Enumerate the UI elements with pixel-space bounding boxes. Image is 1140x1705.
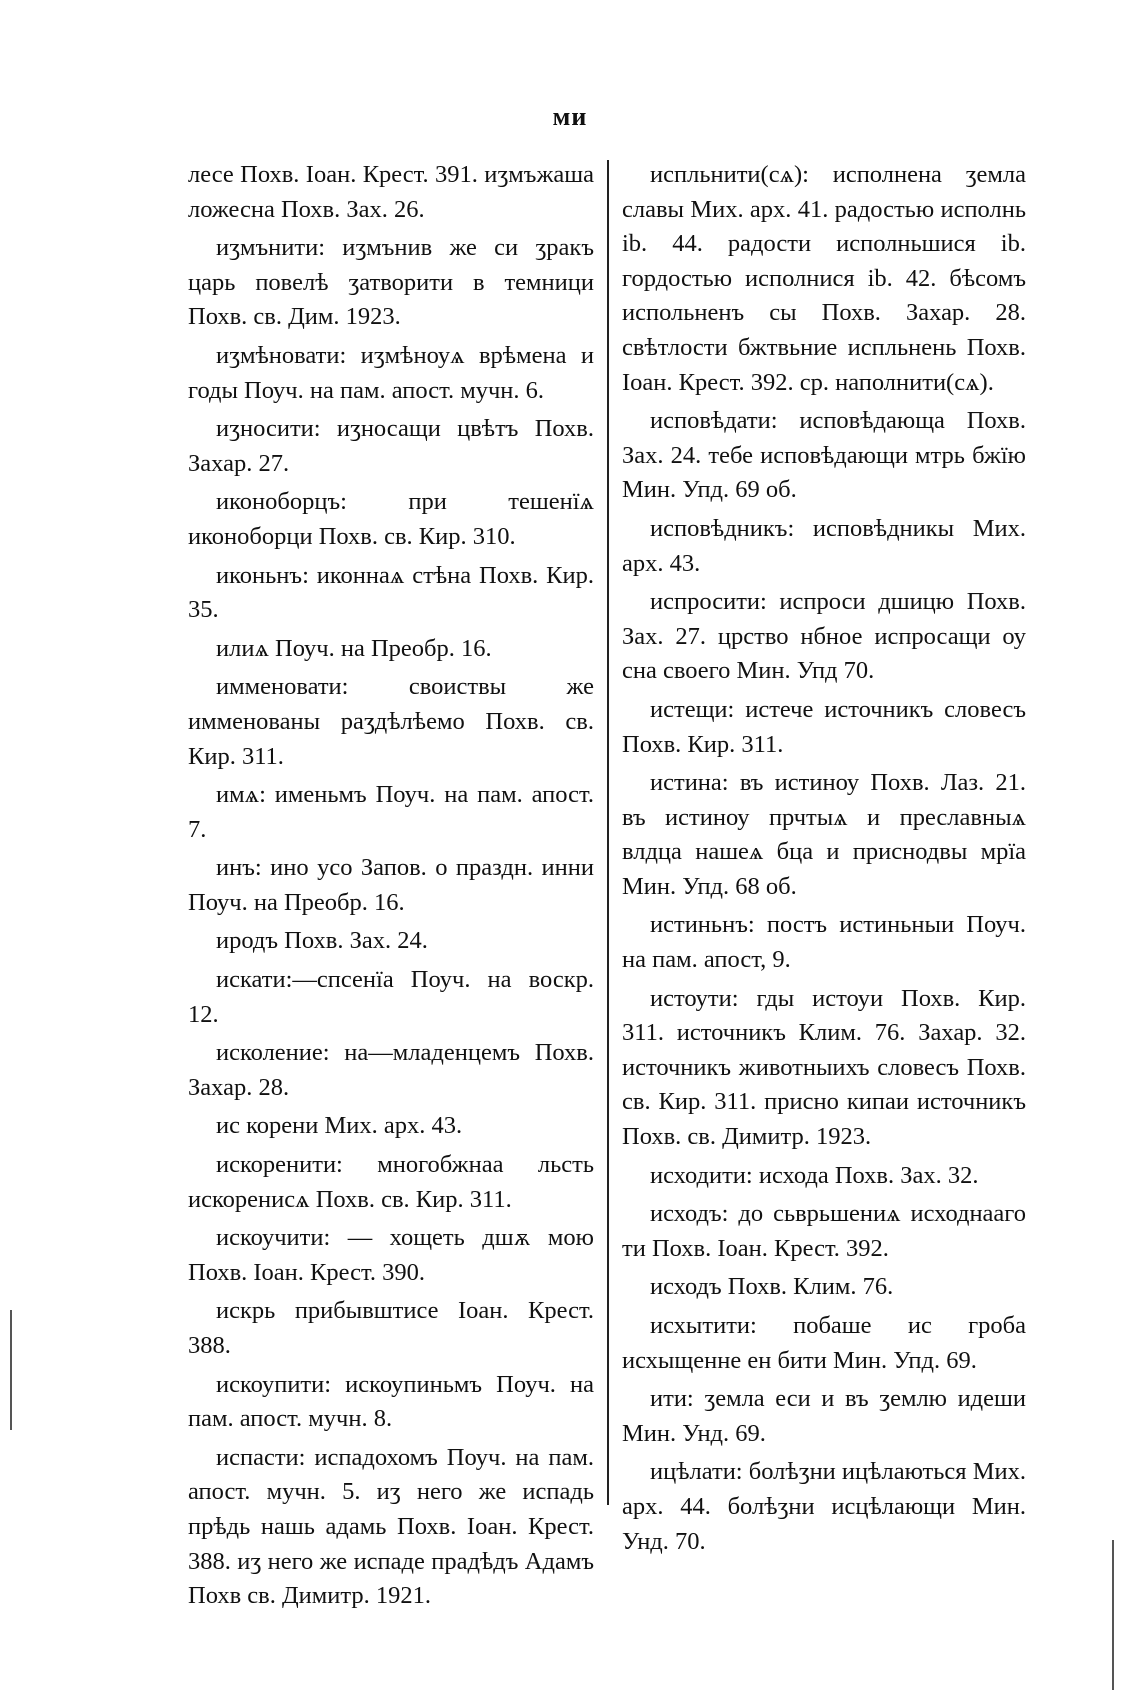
dictionary-entry: исходъ: до сьврьшениѧ исходнааго ти Похв. Іоан. Крест. 392. bbox=[622, 1200, 1026, 1262]
dictionary-entry: испасти: испадохомъ Поуч. на пам. апост. мучн. 5. иʒ него же испадь прѣдь нашь адамь Похв. Іоан. Крест. 388. иʒ него же испаде прадѣдъ Адамъ Похв св. Димитр. 1921. bbox=[188, 1443, 594, 1610]
dictionary-entry: исколение: на—младенцемъ Похв. Захар. 28. bbox=[188, 1039, 594, 1101]
dictionary-entry: исходъ Похв. Клим. 76. bbox=[650, 1273, 894, 1301]
scan-mark-left bbox=[10, 1310, 12, 1430]
dictionary-entry: ис корени Мих. арх. 43. bbox=[216, 1112, 463, 1140]
dictionary-entry: лесе Похв. Іоан. Крест. 391. иʒмъжаша ложесна Похв. Зах. 26. bbox=[188, 161, 594, 223]
dictionary-entry: истина: въ истиноу Похв. Лаз. 21. въ истиноу прчтыѧ и преславныѧ влдца нашеѧ бца и приснодвы мрїа Мин. Упд. 68 об. bbox=[622, 769, 1026, 900]
dictionary-entry: иродъ Похв. Зах. 24. bbox=[216, 927, 428, 955]
dictionary-entry: испросити: испроси дшицю Похв. Зах. 27. црство нбное испросащи оу сна своего Мин. Упд 70. bbox=[622, 588, 1026, 685]
dictionary-entry: искоренити: многобжнаа льсть искоренисѧ Похв. св. Кир. 311. bbox=[188, 1151, 594, 1213]
dictionary-entry: исхытити: побаше ис гроба исхыщенне ен бити Мин. Упд. 69. bbox=[622, 1312, 1026, 1374]
dictionary-entry: исповѣдати: исповѣдающа Похв. Зах. 24. тебе исповѣдающи мтрь бжїю Мин. Упд. 69 об. bbox=[622, 407, 1026, 504]
dictionary-entry: иконоборцъ: при тешенїѧ иконоборци Похв. св. Кир. 310. bbox=[188, 488, 594, 550]
dictionary-entry: искоучити: — хощеть дшѫ мою Похв. Іоан. Крест. 390. bbox=[188, 1224, 594, 1286]
dictionary-entry: истещи: истече источникъ словесъ Похв. Кир. 311. bbox=[622, 695, 1026, 758]
dictionary-entry: ити: ʒемла еси и въ ʒемлю идеши Мин. Унд. 69. bbox=[622, 1385, 1026, 1447]
right-column bbox=[622, 158, 1026, 1563]
left-column bbox=[188, 158, 594, 1618]
column-divider bbox=[607, 160, 609, 1505]
dictionary-entry: искоупити: искоупиньмъ Поуч. на пам. апост. мучн. 8. bbox=[188, 1370, 594, 1433]
dictionary-entry: иʒносити: иʒносащи цвѣтъ Похв. Захар. 27. bbox=[188, 415, 594, 477]
dictionary-entry: иʒмънити: иʒмънив же си ʒракъ царь повелѣ ʒатворити в темници Похв. св. Дим. 1923. bbox=[188, 234, 594, 331]
dictionary-entry: иконьнъ: иконнаѧ стѣна Похв. Кир. 35. bbox=[188, 561, 594, 624]
dictionary-entry: исповѣдникъ: исповѣдникы Мих. арх. 43. bbox=[622, 514, 1026, 577]
scan-mark-right bbox=[1112, 1540, 1114, 1690]
dictionary-entry: инъ: ино усо Запов. о праздн. инни Поуч. на Преобр. 16. bbox=[188, 854, 594, 916]
dictionary-entry: искати:—спсенїа Поуч. на воскр. 12. bbox=[188, 966, 594, 1028]
dictionary-entry: имѧ: именьмъ Поуч. на пам. апост. 7. bbox=[188, 781, 594, 843]
dictionary-entry: илиѧ Поуч. на Преобр. 16. bbox=[216, 634, 492, 662]
dictionary-entry: искрь прибывштисе Іоан. Крест. 388. bbox=[188, 1297, 594, 1359]
dictionary-entry: имменовати: своиствы же имменованы раʒдѣлѣемо Похв. св. Кир. 311. bbox=[188, 673, 594, 770]
dictionary-entry: исходити: исхода Похв. Зах. 32. bbox=[650, 1161, 979, 1189]
dictionary-entry: истиньнъ: постъ истиньныи Поуч. на пам. апост, 9. bbox=[622, 911, 1026, 974]
dictionary-entry: истоути: гды истоуи Похв. Кир. 311. источникъ Клим. 76. Захар. 32. источникъ животныихъ словесъ Похв. св. Кир. 311. присно кипаи источникъ Похв. св. Димитр. 1923. bbox=[622, 984, 1026, 1151]
dictionary-entry: ицѣлати: болѣʒни ицѣлаються Мих. арх. 44. болѣʒни исцѣлающи Мин. Унд. 70. bbox=[622, 1458, 1026, 1555]
dictionary-entry: испльнити(сѧ): исполнена ʒемла славы Мих. арх. 41. радостью исполнь ib. 44. радости исполньшися ib. гордостью исполнися ib. 42. бѣсомъ испольненъ сы Похв. Захар. 28. свѣтлости бжтвьние испльнень Похв. Іоан. Крест. 392. ср. наполнити(сѧ). bbox=[622, 161, 1026, 396]
page-number: ми bbox=[552, 102, 588, 131]
dictionary-entry: иʒмѣновати: иʒмѣноуѧ врѣмена и годы Поуч. на пам. апост. мучн. 6. bbox=[188, 341, 594, 404]
